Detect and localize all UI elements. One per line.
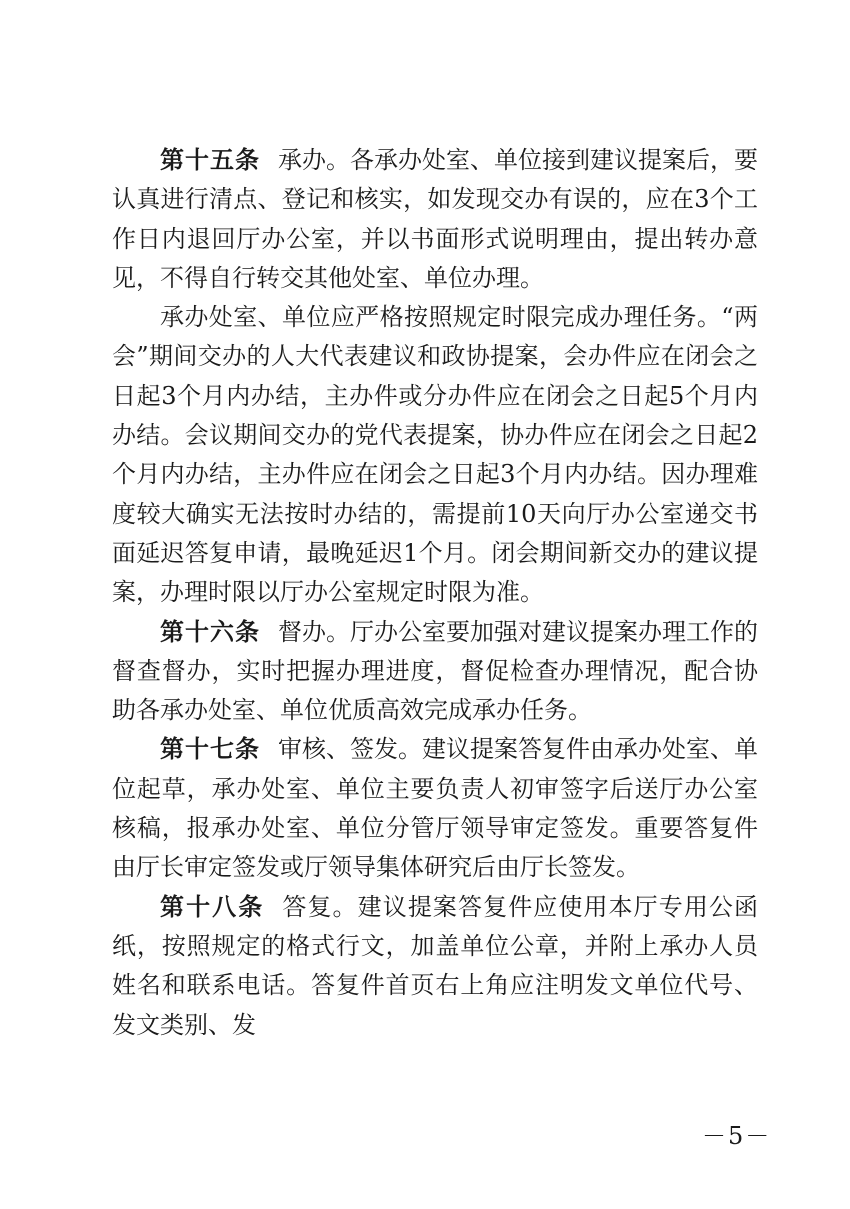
article-number: 第十八条 [160, 892, 265, 921]
article-17-paragraph [112, 730, 758, 887]
document-body [112, 141, 758, 1045]
article-number: 第十五条 [160, 146, 260, 174]
article-number: 第十七条 [160, 735, 260, 764]
article-15-paragraph [112, 141, 758, 298]
article-16-paragraph [112, 613, 758, 731]
article-text: 承办处室、单位应严格按照规定时限完成办理任务。“两会”期间交办的人大代表建议和政协提案，会办件应在闭会之日起3个月内办结，主办件或分办件应在闭会之日起5个月内办结。会议期间交办的党代表提案，协办件应在闭会之日起2个月内办结，主办件应在闭会之日起3个月内办结。因办理难度较大确实无法按时办结的，需提前10天向厅办公室递交书面延迟答复申请，最晚延迟1个月。闭会期间新交办的建议提案，办理时限以厅办公室规定时限为准。 [112, 303, 758, 607]
article-text: 督办。厅办公室要加强对建议提案办理工作的督查督办，实时把握办理进度，督促检查办理情况，配合协助各承办处室、单位优质高效完成承办任务。 [112, 617, 758, 725]
article-18-paragraph [112, 888, 758, 1045]
article-text: 答复。建议提案答复件应使用本厅专用公函纸，按照规定的格式行文，加盖单位公章，并附上承办人员姓名和联系电话。答复件首页右上角应注明发文单位代号、发文类别、发 [112, 892, 759, 1039]
article-text: 承办。各承办处室、单位接到建议提案后，要认真进行清点、登记和核实，如发现交办有误的，应在3个工作日内退回厅办公室，并以书面形式说明理由，提出转办意见，不得自行转交其他处室、单位办理。 [112, 146, 758, 292]
article-text: 审核、签发。建议提案答复件由承办处室、单位起草，承办处室、单位主要负责人初审签字后送厅办公室核稿，报承办处室、单位分管厅领导审定签发。重要答复件由厅长审定签发或厅领导集体研究后由厅长签发。 [112, 735, 758, 882]
article-number: 第十六条 [160, 617, 260, 646]
article-15-continuation-paragraph [112, 298, 758, 612]
page-number: －5－ [702, 1122, 772, 1150]
